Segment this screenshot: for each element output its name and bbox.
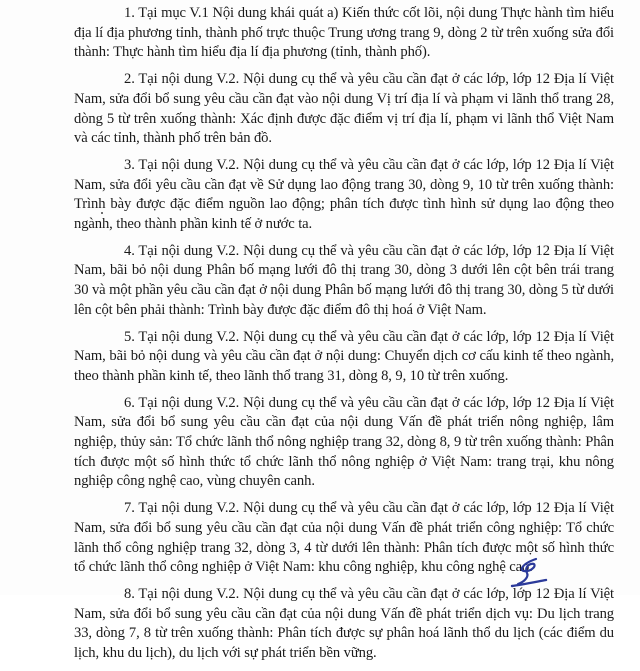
paragraph-5: 5. Tại nội dung V.2. Nội dung cụ thể và yêu cầu cần đạt ở các lớp, lớp 12 Địa lí Việt Nam, bãi bỏ nội dung và yêu cầu cần đạt ở nội dung: Chuyển dịch cơ cấu kinh tế theo ngành, theo thành phần kinh tế, theo lãnh thổ trang 31, dòng 8, 9, 10 từ trên xuống. bbox=[74, 328, 614, 384]
signature-icon bbox=[506, 556, 552, 590]
paragraph-7: 7. Tại nội dung V.2. Nội dung cụ thể và yêu cầu cần đạt ở các lớp, lớp 12 Địa lí Việt Nam, sửa đổi bổ sung yêu cầu cần đạt của nội dung Vấn đề phát triển công nghiệp: Tổ chức lãnh thổ công nghiệp trang 32, dòng 3, 4 từ dưới lên thành: Phân tích được một số hình thức tổ chức lãnh thổ công nghiệp ở Việt Nam: khu công nghiệp, khu công nghệ cao. bbox=[74, 500, 614, 576]
paragraph-4: 4. Tại nội dung V.2. Nội dung cụ thể và yêu cầu cần đạt ở các lớp, lớp 12 Địa lí Việt Nam, bãi bỏ nội dung Phân bố mạng lưới đô thị trang 30, dòng 3 dưới lên cột bên trái trang 30 và một phần yêu cầu cần đạt ở nội dung Phân bố mạng lưới đô thị trang 30, dòng 5 từ dưới lên cột bên phải thành: Trình bày được đặc điểm đô thị hoá ở Việt Nam. bbox=[74, 242, 614, 318]
stray-mark bbox=[101, 212, 103, 214]
paragraph-1: 1. Tại mục V.1 Nội dung khái quát a) Kiến thức cốt lõi, nội dung Thực hành tìm hiểu địa lí địa phương tỉnh, thành phố trực thuộc Trung ương trang 9, dòng 2 từ trên xuống sửa đổi thành: Thực hành tìm hiểu địa lí địa phương (tỉnh, thành phố). bbox=[74, 5, 614, 61]
paragraph-2: 2. Tại nội dung V.2. Nội dung cụ thể và yêu cầu cần đạt ở các lớp, lớp 12 Địa lí Việt Nam, sửa đổi bổ sung yêu cầu cần đạt vào nội dung Vị trí địa lí và phạm vi lãnh thổ trang 28, dòng 5 từ trên xuống thành: Xác định được đặc điểm vị trí địa lí, phạm vi lãnh thổ Việt Nam và các tỉnh, thành phố trên bản đồ. bbox=[74, 71, 614, 147]
paragraph-6: 6. Tại nội dung V.2. Nội dung cụ thể và yêu cầu cần đạt ở các lớp, lớp 12 Địa lí Việt Nam, sửa đổi bổ sung yêu cầu cần đạt của nội dung Vấn đề phát triển nông nghiệp, lâm nghiệp, thủy sản: Tổ chức lãnh thổ nông nghiệp trang 32, dòng 8, 9 từ trên xuống thành: Phân tích được một số hình thức tổ chức lãnh thổ nông nghiệp ở Việt Nam: trang trại, khu nông nghiệp công nghệ cao, vùng chuyên canh. bbox=[74, 394, 614, 490]
paragraph-8: 8. Tại nội dung V.2. Nội dung cụ thể và yêu cầu cần đạt ở các lớp, lớp 12 Địa lí Việt Nam, sửa đổi bổ sung yêu cầu cần đạt của nội dung Vấn đề phát triển dịch vụ: Du lịch trang 33, dòng 7, 8 từ trên xuống thành: Phân tích được sự phân hoá lãnh thổ du lịch (các điểm du lịch, khu du lịch), du lịch với sự phát triển bền vững. bbox=[74, 585, 614, 662]
paragraph-3: 3. Tại nội dung V.2. Nội dung cụ thể và yêu cầu cần đạt ở các lớp, lớp 12 Địa lí Việt Nam, sửa đổi yêu cầu cần đạt về Sử dụng lao động trang 30, dòng 9, 10 từ trên xuống thành: Trình bày được đặc điểm nguồn lao động; phân tích được tình hình sử dụng lao động theo ngành, theo thành phần kinh tế ở nước ta. bbox=[74, 156, 614, 233]
